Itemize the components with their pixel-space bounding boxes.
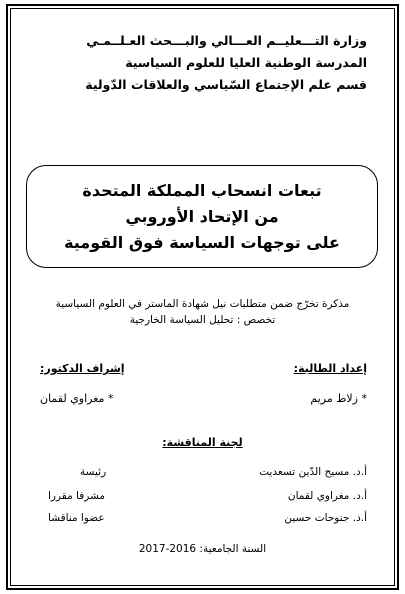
memo-description [40,296,365,328]
committee-member-role: عضوا مناقشا [48,512,105,524]
committee-member-name: أ.د. مغراوي لقمان [287,490,367,502]
supervisor-label: إشراف الدكتور: [40,362,125,375]
thesis-title-line-3: على توجهات السياسة فوق القومية [64,232,340,252]
committee-member-role: مشرفا مقررا [48,490,106,502]
committee-member-name: أ.د. مسيح الدّين تسعديت [259,466,367,478]
institution-header [85,30,367,96]
supervisor-name: * مغراوي لقمان [40,392,114,405]
department-name: قسم علم الإجتماع السّياسي والعلاقات الدّولية [85,77,367,92]
student-label: إعداد الطالبة: [293,362,367,375]
memo-line-1: مذكرة تخرّج ضمن متطلبات نيل شهادة الماستر في العلوم السياسية [55,298,350,310]
thesis-title-box [26,165,378,268]
memo-line-2: تخصص : تحليل السياسة الخارجية [129,314,276,326]
student-name: * زلاط مريم [310,392,367,405]
committee-member-role: رئيسة [80,466,107,478]
academic-year: السنة الجامعية: 2016-2017 [138,543,267,555]
thesis-title-line-1: تبعات انسحاب المملكة المتحدة [82,180,322,200]
school-name: المدرسة الوطنية العليا للعلوم السياسية [125,55,367,70]
ministry-name: وزارة التـــعليــم العـــالي والبـــحث العـلــمـي [86,33,367,48]
committee-title: لجنة المناقشة: [162,436,243,449]
committee-member-name: أ.د. جنوحات حسين [284,512,367,524]
thesis-title-line-2: من الإتحاد الأوروبي [125,206,279,226]
